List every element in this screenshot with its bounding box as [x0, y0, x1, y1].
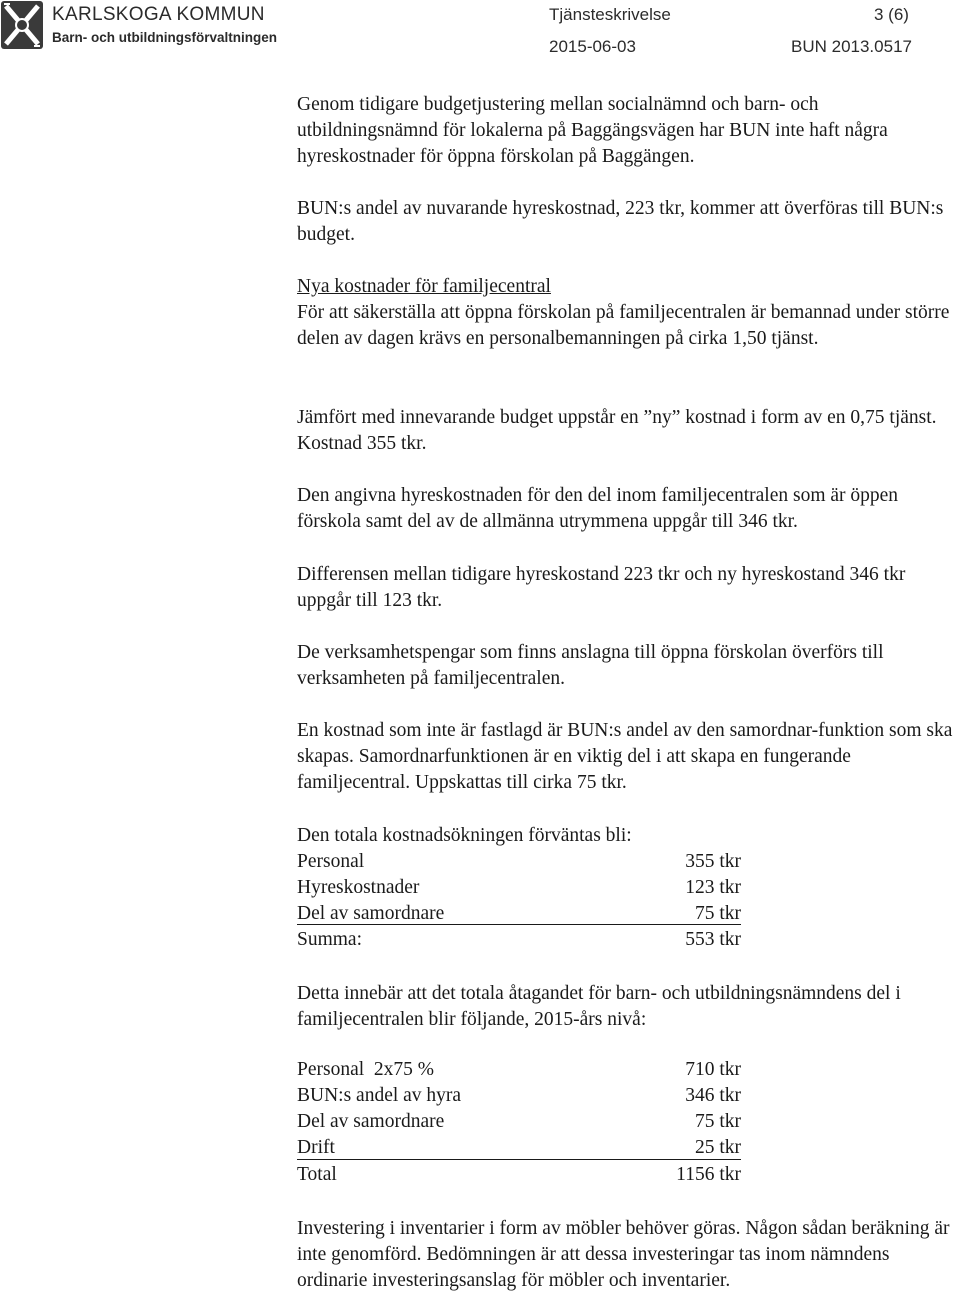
- row-value: 75 tkr: [694, 903, 741, 924]
- row-label: Personal 2x75 %: [297, 1059, 435, 1080]
- paragraph-coordinator: En kostnad som inte är fastlagd är BUN:s andel av den samordnar-funktion som ska skapas. Samordnarfunktionen är en viktig del i att skapa en fungerande familjecentral. Uppskattas till cirka 75 tkr.: [297, 720, 953, 793]
- table-row: [297, 1083, 741, 1109]
- table-row: [297, 1057, 741, 1083]
- subtotal-rule: [297, 1159, 741, 1160]
- page-number: 3 (6): [874, 5, 909, 24]
- paragraph-investments: Investering i inventarier i form av möbler behöver göras. Någon sådan beräkning är inte genomförd. Bedömningen är att dessa investeringar tas inom nämndens ordinarie investeringsanslag för möbler och inventarier.: [297, 1218, 950, 1291]
- cost-increase-intro: Den totala kostnadsökningen förväntas bli:: [297, 825, 632, 846]
- paragraph-budget-history: Genom tidigare budgetjustering mellan socialnämnd och barn- och utbildningsnämnd för lokalerna på Baggängsvägen har BUN inte haft några hyreskostnader för öppna förskolan på Baggängen.: [297, 94, 888, 167]
- paragraph-rent-cost: Den angivna hyreskostnaden för den del inom familjecentralen som är öppen förskola samt del av de allmänna utrymmena uppgår till 346 tkr.: [297, 485, 899, 532]
- row-value: 553 tkr: [685, 929, 741, 950]
- table-row: [297, 849, 741, 875]
- row-label: Del av samordnare: [297, 903, 445, 924]
- table-row: [297, 1162, 741, 1188]
- municipality-logo: [0, 0, 44, 50]
- paragraph-total-commitment: Detta innebär att det totala åtagandet för barn- och utbildningsnämndens del i familjecentralen blir följande, 2015-års nivå:: [297, 983, 901, 1030]
- row-value: 710 tkr: [685, 1059, 741, 1080]
- reference-number: BUN 2013.0517: [791, 37, 912, 56]
- row-label: Drift: [297, 1137, 335, 1158]
- paragraph-new-cost: Jämfört med innevarande budget uppstår en ”ny” kostnad i form av en 0,75 tjänst. Kostnad 355 tkr.: [297, 407, 937, 454]
- row-value: 123 tkr: [685, 877, 741, 898]
- row-value: 355 tkr: [685, 851, 741, 872]
- paragraph-rent-transfer: BUN:s andel av nuvarande hyreskostnad, 223 tkr, kommer att överföras till BUN:s budget.: [297, 198, 944, 245]
- paragraph-operations-funds: De verksamhetspengar som finns anslagna till öppna förskolan överförs till verksamheten på familjecentralen.: [297, 642, 884, 689]
- row-value: 25 tkr: [694, 1137, 741, 1158]
- row-value: 1156 tkr: [676, 1164, 741, 1185]
- document-header: [0, 0, 960, 60]
- section-heading: Nya kostnader för familjecentral: [297, 276, 551, 297]
- row-label: BUN:s andel av hyra: [297, 1085, 462, 1106]
- department-name: Barn- och utbildningsförvaltningen: [52, 30, 277, 45]
- paragraph-difference: Differensen mellan tidigare hyreskostand 223 tkr och ny hyreskostand 346 tkr uppgår till 123 tkr.: [297, 564, 906, 611]
- row-label: Total: [297, 1164, 337, 1185]
- table-row: [297, 927, 741, 953]
- table-row: [297, 1109, 741, 1135]
- row-value: 75 tkr: [694, 1111, 741, 1132]
- row-label: Hyreskostnader: [297, 877, 420, 898]
- organization-name: KARLSKOGA KOMMUN: [52, 4, 265, 25]
- table-row: [297, 1135, 741, 1161]
- document-type: Tjänsteskrivelse: [549, 5, 671, 24]
- table-row: [297, 875, 741, 901]
- paragraph-staffing: För att säkerställa att öppna förskolan på familjecentralen är bemannad under större delen av dagen krävs en personalbemanningen på cirka 1,50 tjänst.: [297, 302, 950, 349]
- row-label: Summa:: [297, 929, 363, 950]
- row-label: Personal: [297, 851, 365, 872]
- organization-block: [52, 4, 277, 47]
- row-label: Del av samordnare: [297, 1111, 445, 1132]
- row-value: 346 tkr: [685, 1085, 741, 1106]
- subtotal-rule: [297, 924, 741, 925]
- document-date: 2015-06-03: [549, 37, 636, 56]
